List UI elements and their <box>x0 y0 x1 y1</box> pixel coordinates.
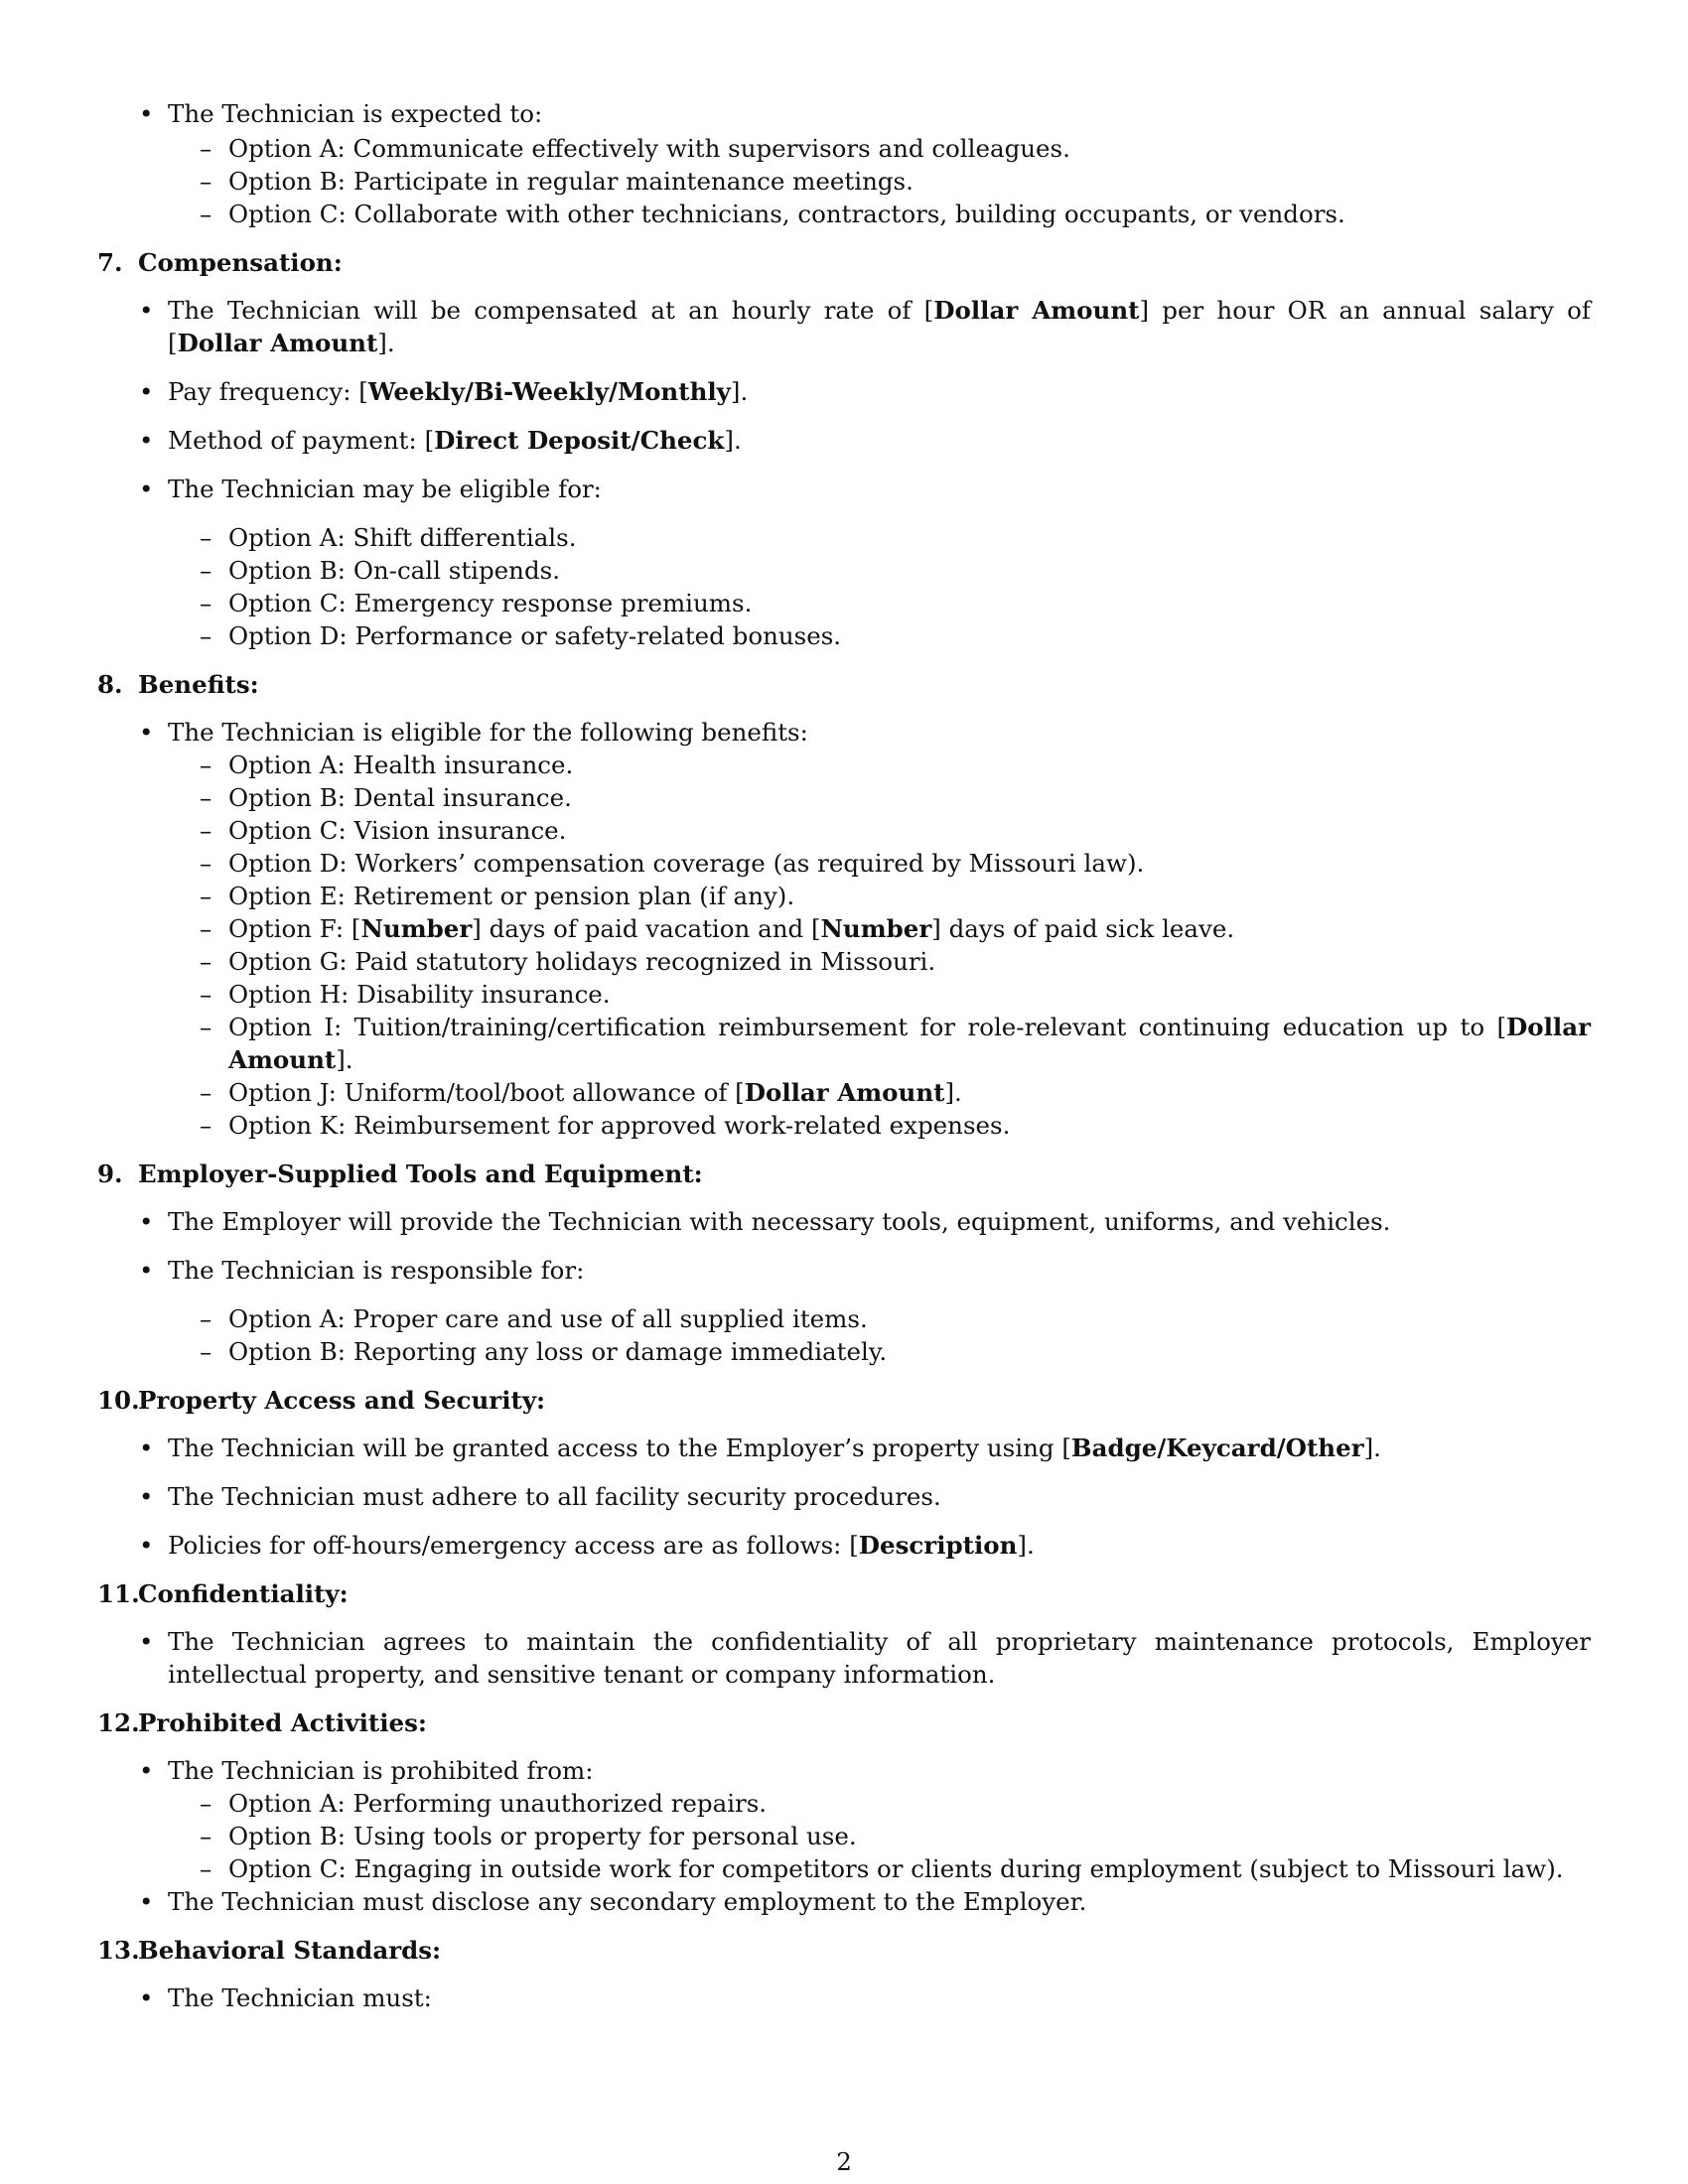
option-item: – Option E: Retirement or pension plan (if any). <box>200 882 795 910</box>
dash-icon: – <box>200 947 212 976</box>
bullet-item: • The Technician agrees to maintain the confidentiality of all proprietary maintenance protocols, Employer intellectual property, and sensitive tenant or company information. <box>139 1627 1591 1689</box>
dash-icon: – <box>200 1304 212 1333</box>
bullet-icon: • <box>139 1887 154 1916</box>
bullet-icon: • <box>139 1627 154 1656</box>
dash-icon: – <box>200 556 212 585</box>
bullet-item: • The Technician is eligible for the following benefits: <box>139 718 808 747</box>
dash-icon: – <box>200 1111 212 1140</box>
bullet-item: • The Employer will provide the Technician with necessary tools, equipment, uniforms, and vehicles. <box>139 1207 1391 1236</box>
dash-icon: – <box>200 200 212 228</box>
bullet-icon: • <box>139 475 154 503</box>
bullet-icon: • <box>139 1482 154 1511</box>
bullet-icon: • <box>139 1256 154 1285</box>
bullet-item: • The Technician is prohibited from: <box>139 1756 594 1785</box>
bullet-icon: • <box>139 1983 154 2012</box>
bullet-item: • The Technician must disclose any secondary employment to the Employer. <box>139 1887 1087 1916</box>
option-item: – Option H: Disability insurance. <box>200 980 611 1009</box>
dash-icon: – <box>200 1789 212 1818</box>
section-heading-prohibited-activities: 12. Prohibited Activities: <box>97 1708 427 1737</box>
dash-icon: – <box>200 783 212 812</box>
option-item: – Option C: Emergency response premiums. <box>200 589 753 617</box>
bullet-item: • The Technician must adhere to all facility security procedures. <box>139 1482 941 1511</box>
page-number: 2 <box>836 2147 852 2176</box>
option-item: – Option F: [Number] days of paid vacation and [Number] days of paid sick leave. <box>200 914 1235 943</box>
document-page <box>97 97 1591 2014</box>
option-item: – Option D: Workers’ compensation coverage (as required by Missouri law). <box>200 849 1145 878</box>
bullet-item: • Pay frequency: [Weekly/Bi-Weekly/Monthly]. <box>139 377 749 406</box>
dash-icon: – <box>200 816 212 845</box>
dash-icon: – <box>200 1078 212 1107</box>
option-item: – Option I: Tuition/training/certification reimbursement for role-relevant continuing education up to [Dollar Amount]. <box>200 1013 1591 1074</box>
option-item: – Option D: Performance or safety-related bonuses. <box>200 621 842 650</box>
dash-icon: – <box>200 523 212 552</box>
dash-icon: – <box>200 849 212 878</box>
option-item: – Option G: Paid statutory holidays recognized in Missouri. <box>200 947 936 976</box>
bullet-item: • The Technician will be granted access to the Employer’s property using [Badge/Keycard/Other]. <box>139 1433 1381 1462</box>
dash-icon: – <box>200 751 212 779</box>
section-heading-benefits: 8. Benefits: <box>97 670 259 699</box>
bullet-icon: • <box>139 426 154 455</box>
option-item: – Option B: On-call stipends. <box>200 556 561 585</box>
bullet-item: • The Technician is responsible for: <box>139 1256 585 1285</box>
option-item: – Option K: Reimbursement for approved work-related expenses. <box>200 1111 1011 1140</box>
option-item: – Option B: Using tools or property for personal use. <box>200 1822 857 1850</box>
bullet-item: • The Technician will be compensated at an hourly rate of [Dollar Amount] per hour OR an annual salary of [Dollar Amount]. <box>139 296 1591 357</box>
section-heading-confidentiality: 11. Confidentiality: <box>97 1579 349 1608</box>
bullet-icon: • <box>139 1531 154 1560</box>
option-item: – Option B: Dental insurance. <box>200 783 572 812</box>
bullet-item: • Method of payment: [Direct Deposit/Check]. <box>139 426 742 455</box>
option-item: – Option C: Engaging in outside work for competitors or clients during employment (subject to Missouri law). <box>200 1854 1564 1883</box>
dash-icon: – <box>200 621 212 650</box>
dash-icon: – <box>200 914 212 943</box>
bullet-icon: • <box>139 718 154 747</box>
intro-block <box>97 97 1591 230</box>
bullet-item: • Policies for off-hours/emergency access are as follows: [Description]. <box>139 1531 1035 1560</box>
bullet-item: • The Technician may be eligible for: <box>139 475 602 503</box>
option-item: – Option A: Health insurance. <box>200 751 574 779</box>
dash-icon: – <box>200 1337 212 1366</box>
section-heading-tools-equipment: 9. Employer-Supplied Tools and Equipment: <box>97 1160 703 1188</box>
dash-icon: – <box>200 1013 212 1041</box>
section-heading-property-access: 10. Property Access and Security: <box>97 1386 546 1415</box>
bullet-icon: • <box>139 1756 154 1785</box>
option-item: – Option B: Reporting any loss or damage immediately. <box>200 1337 888 1366</box>
dash-icon: – <box>200 1822 212 1850</box>
bullet-icon: • <box>139 296 154 325</box>
option-item: – Option A: Shift differentials. <box>200 523 577 552</box>
option-item: – Option A: Communicate effectively with supervisors and colleagues. <box>200 134 1070 163</box>
option-item: – Option C: Vision insurance. <box>200 816 567 845</box>
section-heading-behavioral-standards: 13. Behavioral Standards: <box>97 1936 442 1965</box>
dash-icon: – <box>200 167 212 196</box>
bullet-icon: • <box>139 99 154 128</box>
dash-icon: – <box>200 134 212 163</box>
bullet-item: • The Technician must: <box>139 1983 432 2012</box>
option-item: – Option A: Proper care and use of all supplied items. <box>200 1304 868 1333</box>
option-item: – Option A: Performing unauthorized repairs. <box>200 1789 768 1818</box>
bullet-icon: • <box>139 1207 154 1236</box>
bullet-item: • The Technician is expected to: <box>139 99 543 128</box>
dash-icon: – <box>200 980 212 1009</box>
option-item: – Option C: Collaborate with other technicians, contractors, building occupants, or vendors. <box>200 200 1345 228</box>
option-item: – Option J: Uniform/tool/boot allowance of [Dollar Amount]. <box>200 1078 962 1107</box>
dash-icon: – <box>200 882 212 910</box>
bullet-icon: • <box>139 377 154 406</box>
option-item: – Option B: Participate in regular maintenance meetings. <box>200 167 914 196</box>
bullet-icon: • <box>139 1433 154 1462</box>
section-heading-compensation: 7. Compensation: <box>97 248 343 277</box>
dash-icon: – <box>200 1854 212 1883</box>
dash-icon: – <box>200 589 212 617</box>
